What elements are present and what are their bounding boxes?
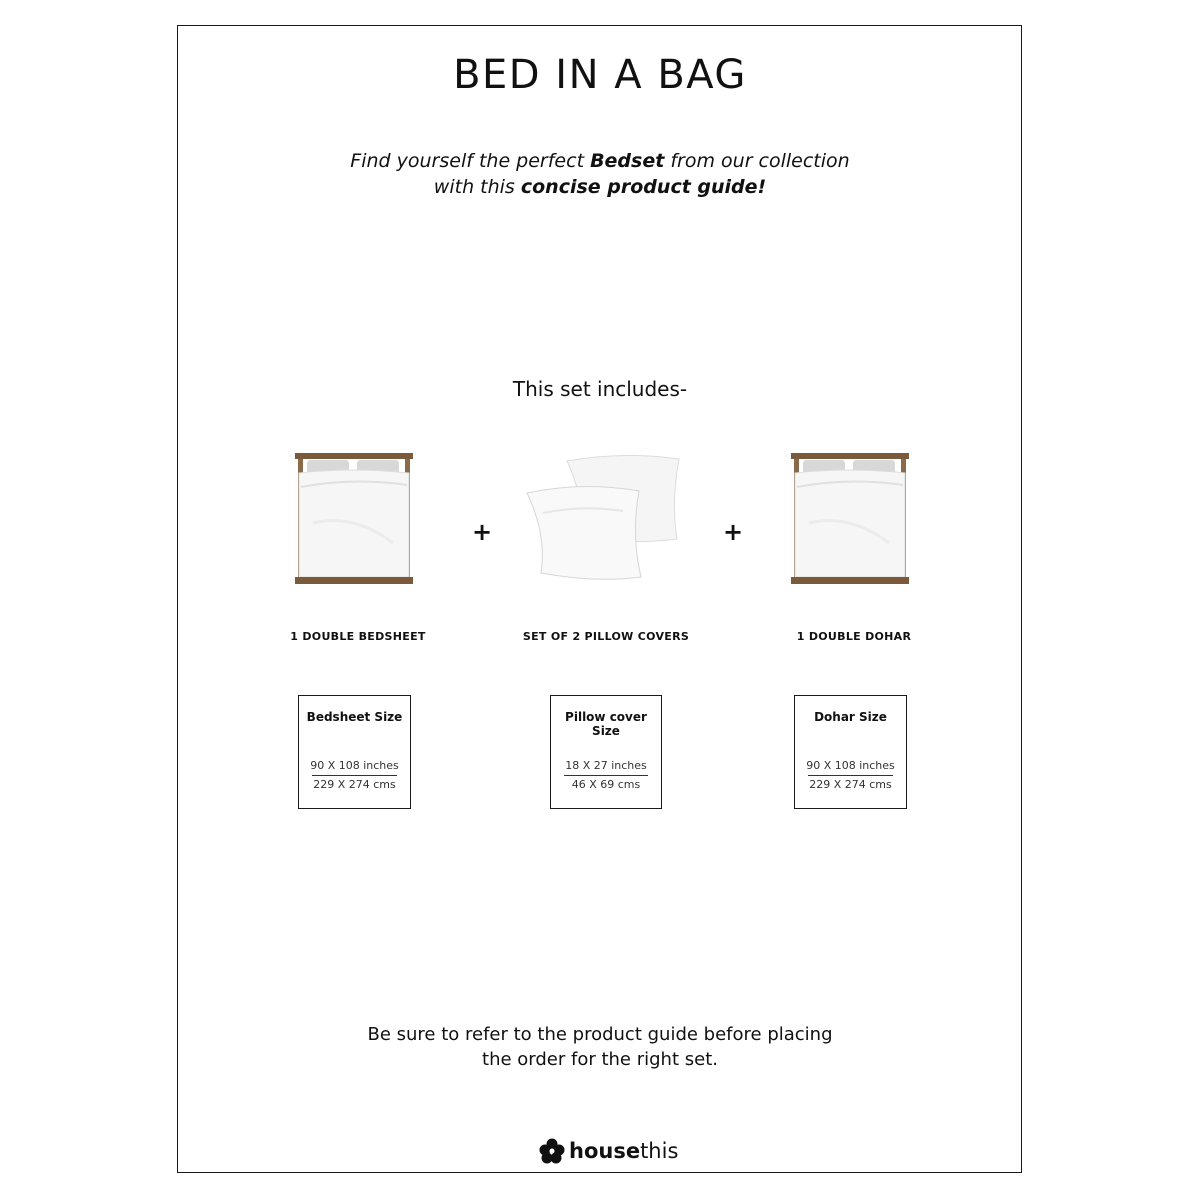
includes-heading: This set includes-: [512, 377, 688, 401]
bedsheet-size-box: [298, 695, 411, 809]
size-cms: 229 X 274 cms: [313, 778, 396, 791]
divider: [312, 775, 397, 776]
page-title: BED IN A BAG: [453, 52, 747, 98]
item-label-bedsheet: 1 DOUBLE BEDSHEET: [290, 630, 426, 643]
pillow-size-box: [550, 695, 662, 809]
subtitle: Find yourself the perfect Bedset from our collection with this concise product guide!: [350, 150, 850, 198]
size-title: Dohar Size: [814, 710, 887, 724]
size-inches: 18 X 27 inches: [565, 759, 647, 772]
size-inches: 90 X 108 inches: [806, 759, 895, 772]
brand-name: housethis: [569, 1139, 679, 1163]
dohar-size-box: [794, 695, 907, 809]
divider: [808, 775, 893, 776]
dohar-illustration: [789, 453, 911, 589]
guide-note: Be sure to refer to the product guide before placing the order for the right set.: [367, 1024, 833, 1070]
bedsheet-illustration: [293, 453, 415, 589]
size-inches: 90 X 108 inches: [310, 759, 399, 772]
plus-sign: +: [472, 518, 493, 546]
flower-logo-icon: [539, 1138, 565, 1164]
brand-logo: [539, 1138, 678, 1164]
item-label-dohar: 1 DOUBLE DOHAR: [796, 630, 912, 643]
pillows-illustration: [523, 453, 685, 587]
size-title: Pillow cover Size: [565, 710, 647, 738]
size-cms: 46 X 69 cms: [571, 778, 641, 791]
plus-sign: +: [723, 518, 744, 546]
divider: [564, 775, 648, 776]
size-title: Bedsheet Size: [306, 710, 403, 724]
item-label-pillow-covers: SET OF 2 PILLOW COVERS: [522, 630, 690, 643]
size-cms: 229 X 274 cms: [809, 778, 892, 791]
